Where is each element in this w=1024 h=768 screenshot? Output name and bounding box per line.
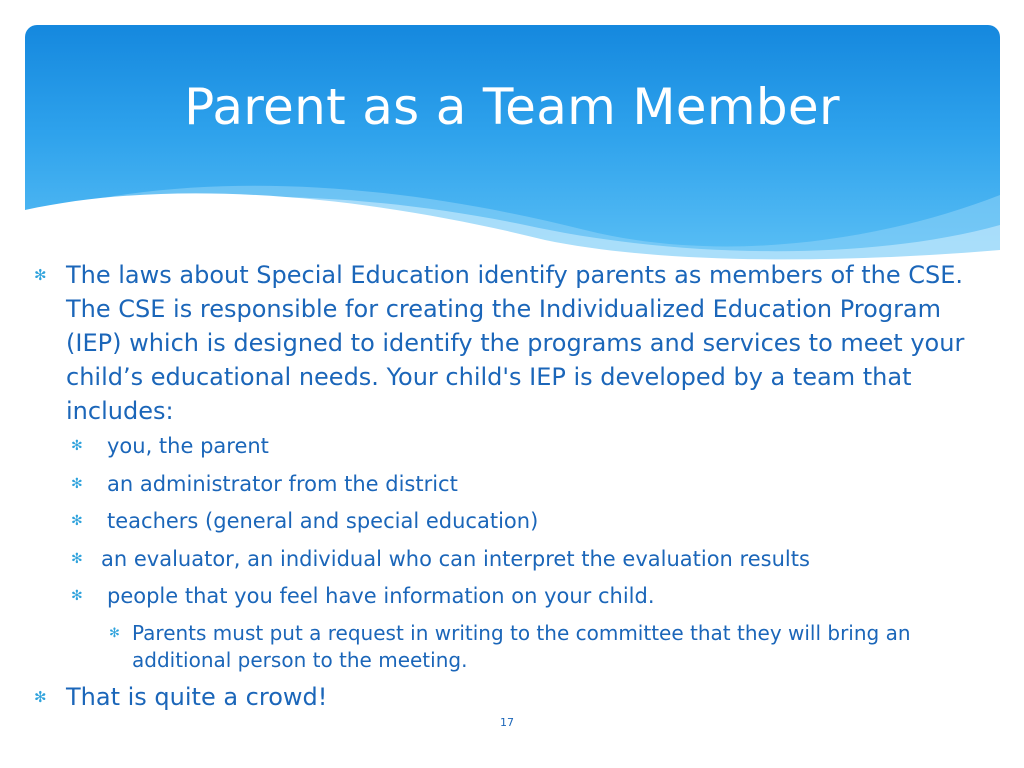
sub-bullet-text: teachers (general and special education) <box>107 509 539 533</box>
asterisk-bullet-icon: ✻ <box>71 438 83 454</box>
sub-sub-bullet-text: Parents must put a request in writing to the committee that they will bring an additional person to the meeting. <box>132 620 911 672</box>
sub-bullet-item <box>34 503 1004 541</box>
sub-bullet-text: an administrator from the district <box>107 471 458 496</box>
bullet-text: The laws about Special Education identify parents as members of the CSE. The CSE is responsible for creating the Individualized Education Program (IEP) which is designed to identify the programs and services to meet your child’s educational needs. Your child's IEP is developed by a team that includes: <box>66 261 965 425</box>
sub-bullet-item <box>34 428 1004 466</box>
asterisk-bullet-icon: ✻ <box>71 588 83 604</box>
asterisk-bullet-icon: ✻ <box>34 266 47 284</box>
bullet-item <box>34 258 1004 428</box>
sub-sub-bullet-item <box>34 620 1004 674</box>
asterisk-bullet-icon: ✻ <box>71 475 83 492</box>
asterisk-bullet-icon: ✻ <box>109 625 120 641</box>
bullet-item <box>34 680 1004 714</box>
asterisk-bullet-icon: ✻ <box>71 513 83 529</box>
slide-title: Parent as a Team Member <box>184 78 840 136</box>
page-number: 17 <box>500 716 514 729</box>
asterisk-bullet-icon: ✻ <box>71 550 83 567</box>
slide-body <box>34 258 1004 714</box>
sub-bullet-item <box>34 578 1004 616</box>
sub-bullet-text: an evaluator, an individual who can interpret the evaluation results <box>101 546 810 571</box>
sub-bullet-item <box>34 541 1004 579</box>
title-banner <box>25 25 1000 265</box>
asterisk-bullet-icon: ✻ <box>34 687 47 706</box>
sub-bullet-text: people that you feel have information on your child. <box>107 584 655 608</box>
wave-decoration <box>25 25 1000 265</box>
sub-bullet-item <box>34 466 1004 504</box>
sub-bullet-text: you, the parent <box>107 434 269 458</box>
bullet-text: That is quite a crowd! <box>66 682 328 711</box>
